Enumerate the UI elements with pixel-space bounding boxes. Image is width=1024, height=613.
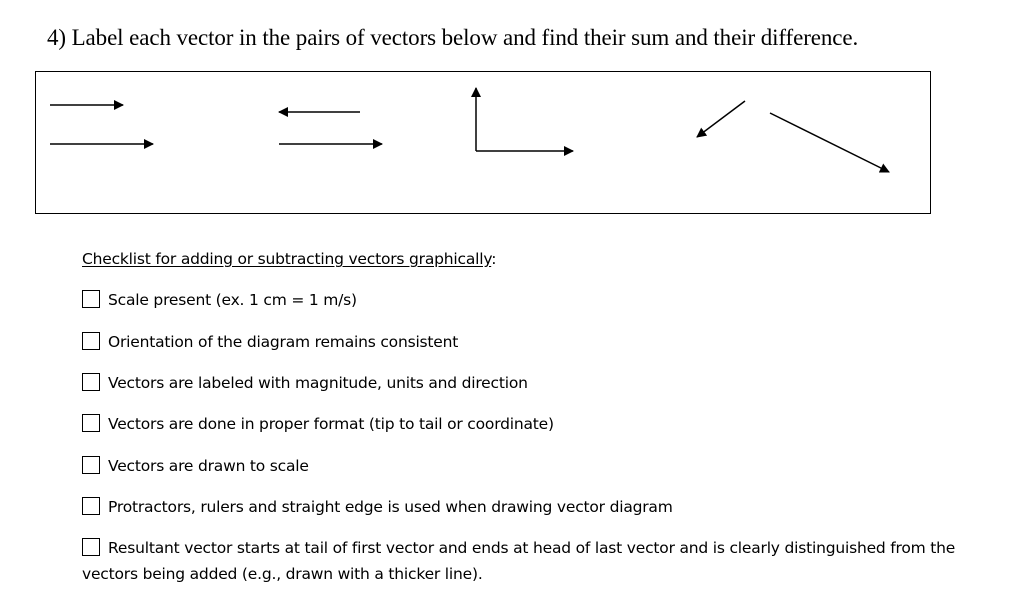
vector-pair-1 bbox=[50, 105, 153, 144]
checklist-item-label: Vectors are done in proper format (tip to tail or coordinate) bbox=[108, 415, 554, 433]
checklist-item-resultant bbox=[82, 535, 982, 587]
checklist-item-label: Vectors are drawn to scale bbox=[108, 457, 309, 475]
checkbox[interactable] bbox=[82, 373, 100, 391]
checkbox[interactable] bbox=[82, 290, 100, 308]
checklist-item-label: Vectors are labeled with magnitude, units and direction bbox=[108, 374, 528, 392]
checklist-item-format bbox=[82, 414, 554, 433]
checklist-title-colon: : bbox=[491, 250, 497, 268]
checklist-item-drawn-to-scale bbox=[82, 456, 309, 475]
checklist-item-label: Protractors, rulers and straight edge is used when drawing vector diagram bbox=[108, 498, 673, 516]
checklist-item-label: Scale present (ex. 1 cm = 1 m/s) bbox=[108, 291, 357, 309]
checklist-title bbox=[82, 250, 496, 268]
vector-pair-4 bbox=[697, 101, 889, 172]
checklist-item-tools bbox=[82, 497, 673, 516]
checkbox[interactable] bbox=[82, 538, 100, 556]
checklist-title-text: Checklist for adding or subtracting vectors graphically bbox=[82, 250, 492, 268]
vector-pair-3 bbox=[476, 88, 573, 151]
vector-pair-4-short-diagonal-arrow bbox=[697, 101, 745, 137]
checkbox[interactable] bbox=[82, 497, 100, 515]
question-text: 4) Label each vector in the pairs of vectors below and find their sum and their difference. bbox=[47, 25, 859, 50]
vector-pair-4-long-diagonal-arrow bbox=[770, 113, 889, 172]
checklist-item-orientation bbox=[82, 332, 458, 351]
checkbox[interactable] bbox=[82, 456, 100, 474]
checklist-item-label: Resultant vector starts at tail of first vector and ends at head of last vector and is clearly distinguished from the vectors being added (e.g., drawn with a thicker line). bbox=[82, 539, 956, 583]
vector-pair-2 bbox=[279, 112, 382, 144]
checklist-item-scale bbox=[82, 290, 357, 309]
checklist-item-label: Orientation of the diagram remains consistent bbox=[108, 333, 459, 351]
checklist-item-labeled bbox=[82, 373, 528, 392]
checkbox[interactable] bbox=[82, 414, 100, 432]
checkbox[interactable] bbox=[82, 332, 100, 350]
